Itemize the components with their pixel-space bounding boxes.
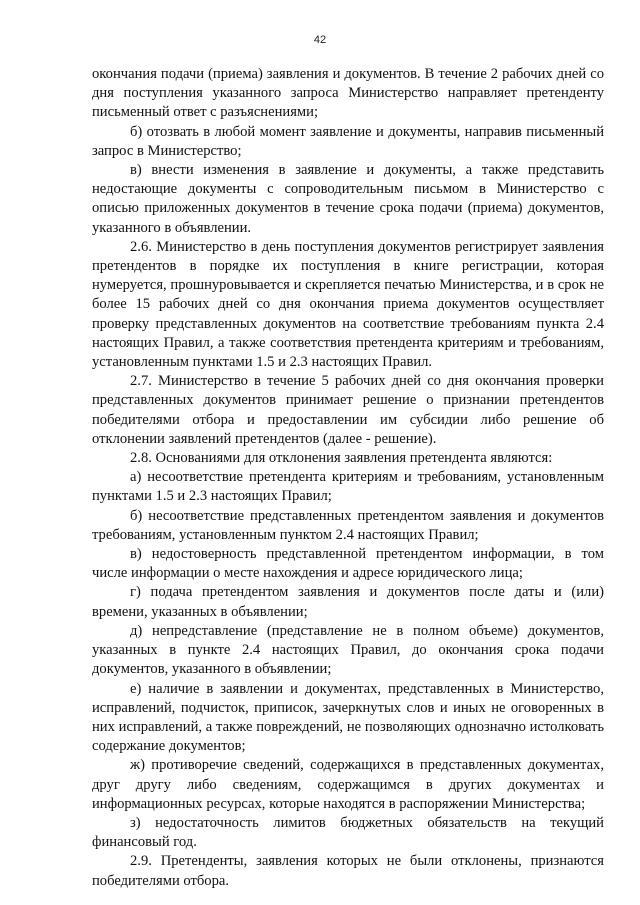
paragraph-2-8-g: г) подача претендентом заявления и документов после даты и (или) времени, указанных в объявлении;: [92, 584, 604, 620]
paragraph-continuation: окончания подачи (приема) заявления и документов. В течение 2 рабочих дней со дня поступления указанного запроса Министерство направляет претенденту письменный ответ с разъяснениями;: [92, 66, 604, 121]
paragraph-2-6: 2.6. Министерство в день поступления документов регистрирует заявления претендентов в порядке их поступления в книге регистрации, которая нумеруется, прошнуровывается и скрепляется печатью Министерства, и в срок не более 15 рабочих дней со дня окончания приема документов осуществляет проверку представленных документов на соответствие требованиям пункта 2.4 настоящих Правил, а также соответствия претендента критериям и требованиям, установленным пунктами 1.5 и 2.3 настоящих Правил.: [92, 238, 604, 371]
paragraph-2-8-zh: ж) противоречие сведений, содержащихся в представленных документах, друг другу либо сведениям, содержащимся в других документах и информационных ресурсах, которые находятся в распоряжении Министерства;: [92, 757, 604, 812]
paragraph-2-9: 2.9. Претенденты, заявления которых не были отклонены, признаются победителями отбора.: [92, 853, 604, 889]
paragraph-2-8-b: б) несоответствие представленных претендентом заявления и документов требованиям, установленным пунктом 2.4 настоящих Правил;: [92, 507, 604, 543]
paragraph-2-8: 2.8. Основаниями для отклонения заявления претендента являются:: [130, 450, 553, 467]
paragraph-2-8-v: в) недостоверность представленной претендентом информации, в том числе информации о месте нахождения и адресе юридического лица;: [92, 546, 604, 582]
paragraph-2-8-a: а) несоответствие претендента критериям и требованиям, установленным пунктами 1.5 и 2.3 настоящих Правил;: [92, 469, 604, 505]
document-body: [92, 65, 604, 891]
paragraph-2-8-d: д) непредставление (представление не в полном объеме) документов, указанных в пункте 2.4 настоящих Правил, до окончания срока подачи документов, указанного в объявлении;: [92, 622, 604, 678]
paragraph-2-8-z: з) недостаточность лимитов бюджетных обязательств на текущий финансовый год.: [92, 814, 604, 851]
paragraph-2-8-e: е) наличие в заявлении и документах, представленных в Министерство, исправлений, подчисток, приписок, зачеркнутых слов и иных не оговоренных в них исправлений, а также повреждений, не позволяющих однозначно истолковать содержание документов;: [92, 680, 604, 755]
paragraph-2-7: 2.7. Министерство в течение 5 рабочих дней со дня окончания проверки представленных документов принимает решение о признании претендентов победителями отбора и предоставлении им субсидии либо решение об отклонении заявлений претендентов (далее - решение).: [92, 373, 604, 447]
page-number: 42: [313, 34, 327, 46]
paragraph-item-b-withdraw: б) отозвать в любой момент заявление и документы, направив письменный запрос в Министерство;: [92, 123, 604, 159]
paragraph-item-v-amend: в) внести изменения в заявление и документы, а также представить недостающие документы с сопроводительным письмом в Министерство с описью приложенных документов в течение срока подачи (приема) документов, указанного в объявлении.: [92, 162, 604, 236]
